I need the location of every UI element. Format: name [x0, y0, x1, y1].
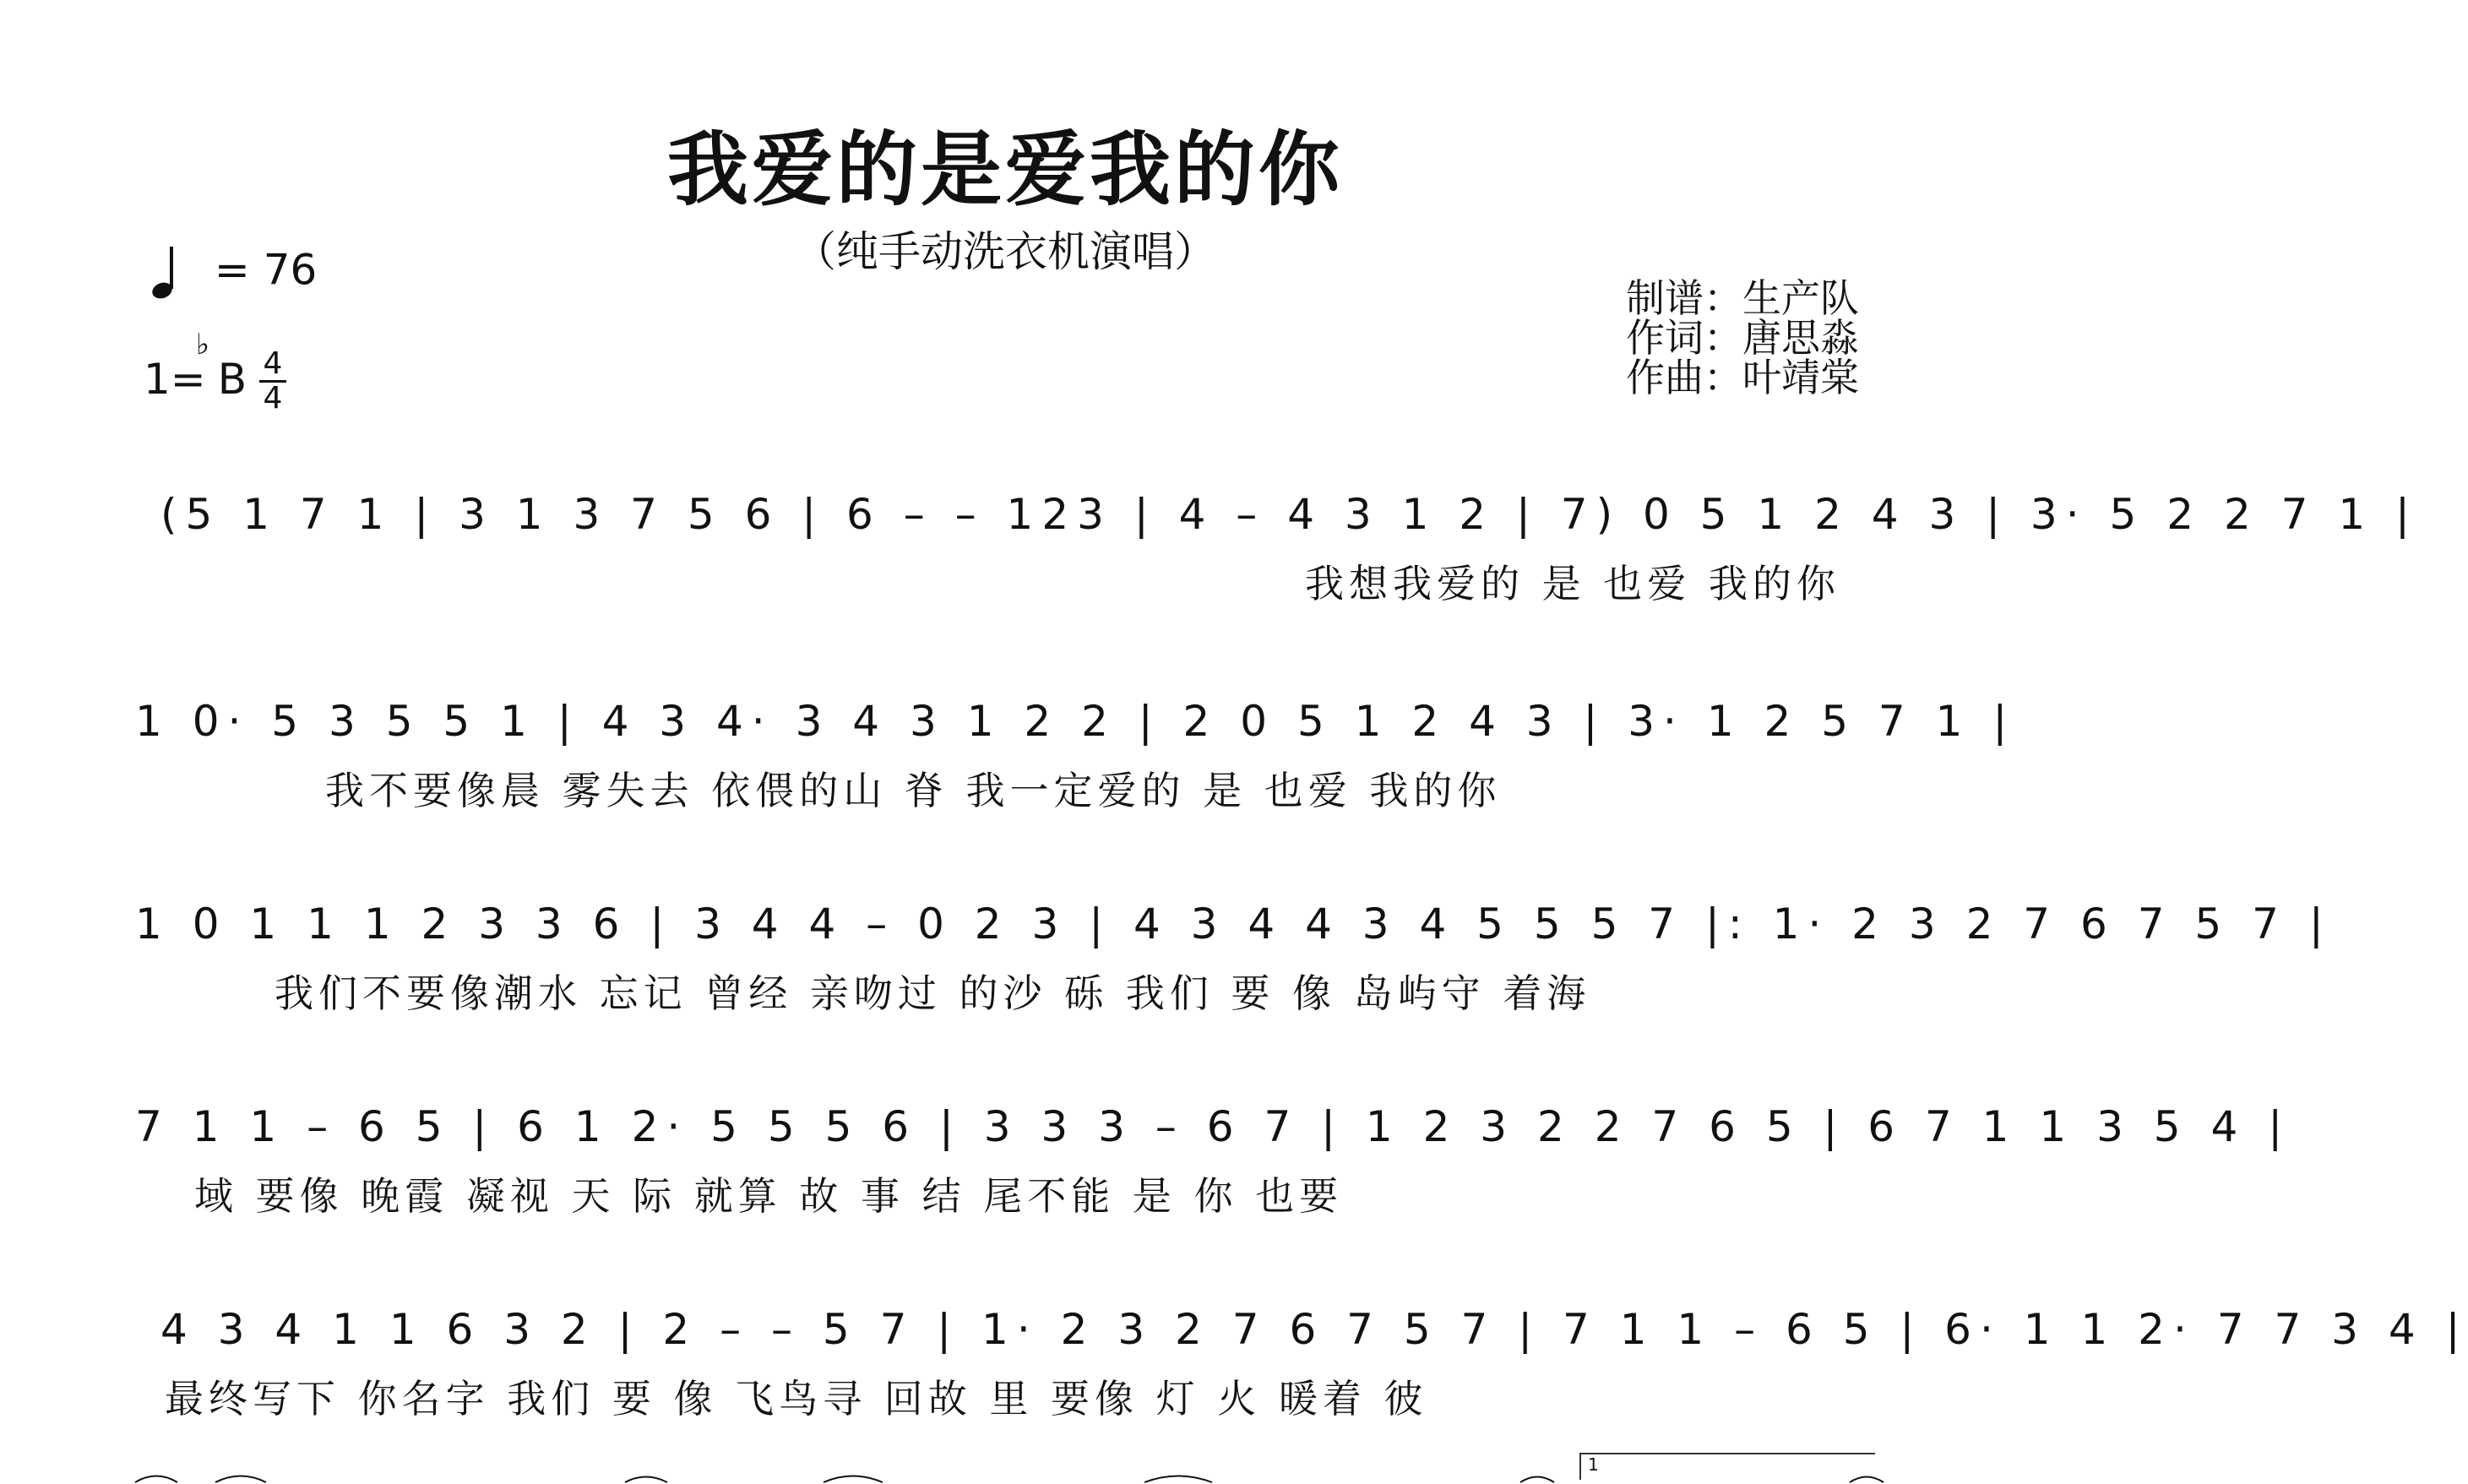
song-subtitle: （纯手动洗衣机演唱） [794, 227, 1216, 276]
credit-lyricist: 作词：唐思淼 [1626, 315, 1859, 361]
key-prefix: 1= [144, 355, 206, 404]
notation-line: 4 3 4 1 1 6 3 2 | 2 – – 5 7 | 1· 2 3 2 7 6 7 5 7 | 7 1 1 – 6 5 | 6· 1 1 2· 7 7 3 4 | [160, 1305, 2468, 1354]
score-system-5 [0, 1288, 2468, 1457]
key-signature [144, 328, 247, 404]
notation-line: (5 1 7 1 | 3 1 3 7 5 6 | 6 – – 123 | 4 – 4 3 1 2 | 7) 0 5 1 2 4 3 | 3· 5 2 2 7 1 | [160, 490, 2418, 539]
score-system-2 [0, 680, 2016, 849]
quarter-note-icon [150, 243, 201, 302]
lyrics-line: 最终写下 你名字 我们 要 像 飞鸟寻 回故 里 要像 灯 火 暖着 彼 [165, 1376, 1428, 1421]
time-denominator: 4 [263, 381, 283, 416]
lyrics-line: 我想我爱的 是 也爱 我的你 [1305, 561, 1840, 606]
flat-icon: ♭ [196, 328, 210, 361]
score-system-3 [0, 883, 2332, 1052]
lyrics-line: 域 要像 晚霞 凝视 天 际 就算 故 事 结 尾不能 是 你 也要 [194, 1173, 1344, 1219]
credits-block [1626, 275, 1859, 400]
notation-line: 1 0· 5 3 5 5 1 | 4 3 4· 3 4 3 1 2 2 | 2 0 5 1 2 4 3 | 3· 1 2 5 7 1 | [135, 697, 2016, 746]
time-signature [258, 348, 288, 415]
time-numerator: 4 [263, 346, 283, 381]
credit-arranger: 制谱：生产队 [1626, 275, 1859, 321]
notation-line: 1 0 1 1 1 2 3 3 6 | 3 4 4 – 0 2 3 | 4 3 4 4 3 4 5 5 5 7 |: 1· 2 3 2 7 6 7 5 7 | [135, 900, 2332, 949]
score-system-1 [0, 473, 2418, 642]
credit-composer: 作曲：叶靖棠 [1626, 355, 1859, 400]
lyrics-line: 我不要像晨 雾失去 依偎的山 脊 我一定爱的 是 也爱 我的你 [325, 768, 1502, 813]
score-system-4 [0, 1085, 2291, 1254]
tempo-marking [150, 243, 317, 302]
notation-line: 7 1 1 – 6 5 | 6 1 2· 5 5 5 6 | 3 3 3 – 6 7 | 1 2 3 2 2 7 6 5 | 6 7 1 1 3 5 4 | [135, 1102, 2291, 1151]
key-note: B [217, 355, 247, 404]
tempo-value: = 76 [214, 245, 318, 295]
song-title: 我爱的是爱我的你 [667, 122, 1343, 217]
lyrics-line: 我们不要像潮水 忘记 曾经 亲吻过 的沙 砾 我们 要 像 岛屿守 着海 [275, 970, 1591, 1016]
page-marker: 1 [1579, 1453, 1875, 1480]
